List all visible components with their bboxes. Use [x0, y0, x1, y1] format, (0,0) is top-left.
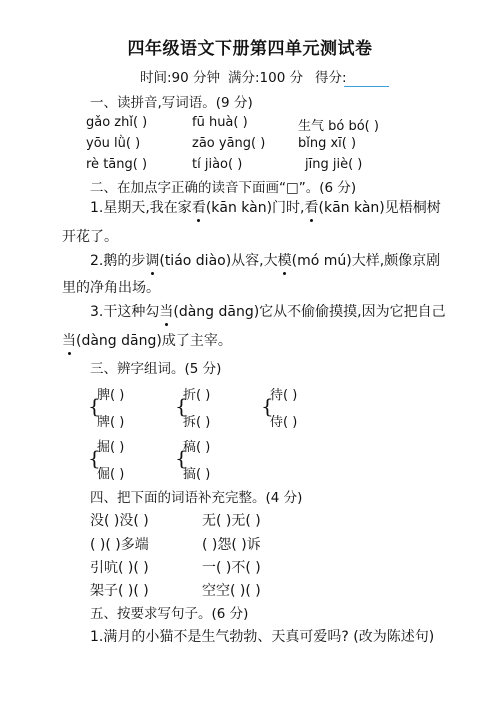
- char-pair-item: 拆( ): [183, 415, 211, 430]
- pinyin-item: tí jiào( ): [192, 157, 243, 172]
- char-pair-item: 侍( ): [270, 415, 298, 430]
- idiom-item: 引吭( )( ): [90, 560, 149, 576]
- question-5-1: 1.满月的小猫不是生气勃勃、天真可爱吗? (改为陈述句): [90, 629, 435, 645]
- question-2-3: [90, 301, 446, 321]
- brace-icon: {: [175, 446, 188, 470]
- idiom-item: 无( )无( ): [202, 513, 261, 529]
- pinyin-item: 生气 bó bó( ): [298, 119, 379, 134]
- dotted-char: 模: [278, 250, 292, 270]
- char-pair-item: 脾( ): [97, 388, 125, 403]
- brace-icon: {: [175, 394, 188, 418]
- section-5-heading: 五、按要求写句子。(6 分): [90, 606, 249, 622]
- dotted-char: 当: [62, 330, 76, 350]
- char-pair-item: 折( ): [183, 388, 211, 403]
- idiom-item: 一( )不( ): [202, 560, 261, 576]
- char-pair-item: 待( ): [270, 388, 298, 403]
- section-2-heading: 二、在加点字正确的读音下面画“□”。(6 分): [90, 180, 357, 196]
- text-fragment: (kān kàn)见梧桐树: [318, 200, 441, 216]
- pinyin-item: fū huà( ): [192, 115, 248, 130]
- text-fragment: 1.星期天,我在家: [90, 200, 192, 216]
- exam-time: 时间:90 分钟: [140, 70, 221, 86]
- dotted-char: 调: [145, 250, 159, 270]
- pinyin-item: gǎo zhǐ( ): [86, 115, 148, 130]
- text-fragment: (mó mú)大样,颇像京剧: [291, 253, 441, 269]
- brace-icon: {: [88, 446, 101, 470]
- question-2-2-cont: 里的净角出场。: [62, 280, 160, 296]
- idiom-item: 空空( )( ): [202, 583, 261, 599]
- question-2-1: [90, 197, 441, 217]
- text-fragment: (kān kàn)门时,: [205, 200, 305, 216]
- text-fragment: 3.干这种勾: [90, 304, 160, 320]
- brace-icon: {: [261, 394, 274, 418]
- dotted-char: 当: [159, 301, 173, 321]
- pinyin-item: jīng jiè( ): [305, 157, 363, 172]
- question-2-2: [90, 250, 440, 270]
- score-label: 得分:: [315, 70, 347, 86]
- pinyin-item: rè tāng( ): [86, 157, 148, 172]
- question-2-3-cont: [62, 330, 232, 350]
- char-pair-item: 牌( ): [97, 415, 125, 430]
- text-fragment: (dàng dāng)它从不偷偷摸摸,因为它把自己: [173, 304, 446, 320]
- pinyin-item: zāo yāng( ): [192, 136, 266, 151]
- text-fragment: (dàng dāng)成了主宰。: [76, 333, 232, 349]
- section-1-heading: 一、读拼音,写词语。(9 分): [90, 95, 253, 111]
- section-4-heading: 四、把下面的词语补充完整。(4 分): [90, 490, 303, 506]
- idiom-item: ( )怨( )诉: [202, 537, 261, 553]
- pinyin-item: yōu lǜ( ): [86, 136, 141, 151]
- text-fragment: 2.鹅的步: [90, 253, 146, 269]
- section-3-heading: 三、辨字组词。(5 分): [90, 361, 222, 377]
- idiom-item: ( )( )多端: [90, 537, 149, 553]
- score-blank[interactable]: [344, 86, 389, 87]
- pinyin-item: bǐng xī( ): [298, 136, 357, 151]
- page-title: 四年级语文下册第四单元测试卷: [127, 39, 373, 59]
- char-pair-item: 搞( ): [183, 467, 211, 482]
- dotted-char: 看: [305, 197, 319, 217]
- idiom-item: 架子( )( ): [90, 583, 149, 599]
- idiom-item: 没( )没( ): [90, 513, 149, 529]
- brace-icon: {: [88, 394, 101, 418]
- char-pair-item: 稿( ): [183, 440, 211, 455]
- char-pair-item: 掘( ): [97, 440, 125, 455]
- text-fragment: (tiáo diào)从容,大: [159, 253, 278, 269]
- question-2-1-cont: 开花了。: [62, 229, 118, 245]
- full-score: 满分:100 分: [228, 70, 304, 86]
- char-pair-item: 倔( ): [97, 467, 125, 482]
- dotted-char: 看: [192, 197, 206, 217]
